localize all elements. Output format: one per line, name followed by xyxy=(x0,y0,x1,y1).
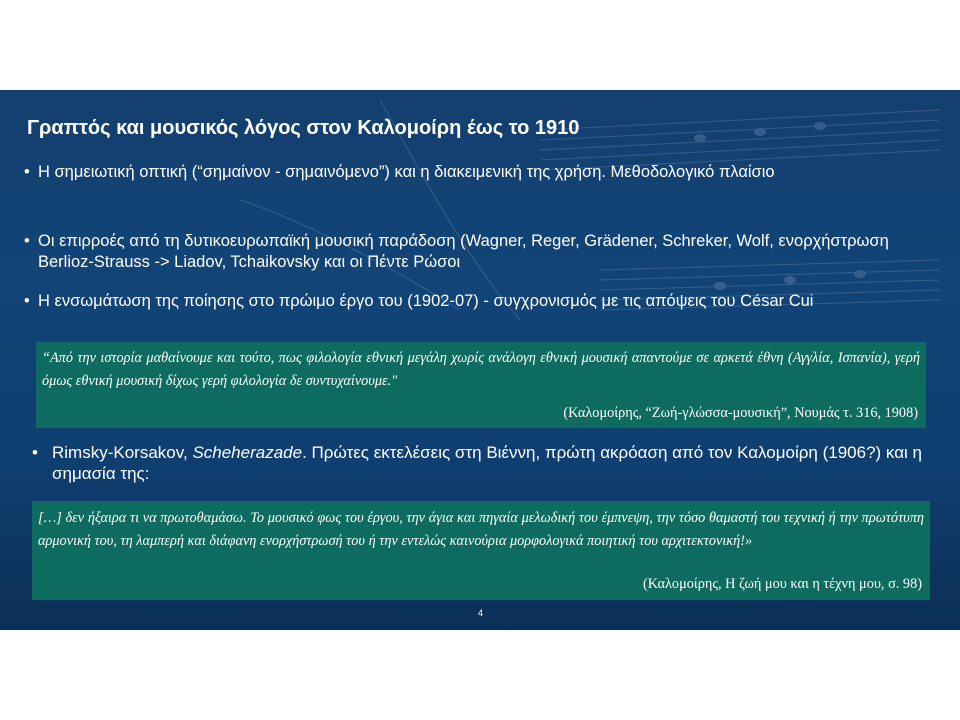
work-title-scheherazade: Scheherazade xyxy=(192,443,303,462)
slide xyxy=(0,90,960,630)
bullet-item-1 xyxy=(24,162,924,183)
bullet-text-1: Η σημειωτική οπτική (“σημαίνον - σημαινόμενο”) και η διακειμενική της χρήση. Μεθοδολογικό πλαίσιο xyxy=(38,163,775,181)
quote-2-source: (Καλομοίρης, Η ζωή μου και η τέχνη μου, σ. 98) xyxy=(642,576,922,592)
quote-box-2 xyxy=(32,501,930,600)
bullet-item-2 xyxy=(24,231,924,273)
bullet-text-3: Η ενσωμάτωση της ποίησης στο πρώιμο έργο του (1902-07) - συγχρονισμός με τις απόψεις του César Cui xyxy=(38,292,814,310)
bullet-dot: • xyxy=(32,443,38,462)
slide-title: Γραπτός και μουσικός λόγος στον Καλομοίρη έως το 1910 xyxy=(27,117,580,139)
quote-1-text: “Από την ιστορία μαθαίνουμε και τούτο, πως φιλολογία εθνική μεγάλη χωρίς ανάλογη εθνική μουσική απαντούμε σε αρκετά έθνη (Αγγλία, Ισπανία), γερή όμως εθνική μουσική δίχως γερή φιλολογία δε συντυχαίνουμε." xyxy=(42,350,920,389)
bullet-dot: • xyxy=(24,232,30,250)
bullet-item-4 xyxy=(32,442,932,484)
quote-1-source: (Καλομοίρης, “Ζωή-γλώσσα-μουσική”, Νουμάς τ. 316, 1908) xyxy=(563,405,918,421)
bullet-4-rest: . Πρώτες εκτελέσεις στη Βιέννη, πρώτη ακρόαση από τον Καλομοίρη (1906?) και η σημασία της: xyxy=(52,443,922,483)
bullet-item-3 xyxy=(24,291,924,312)
bullet-text-2: Οι επιρροές από τη δυτικοευρωπαϊκή μουσική παράδοση (Wagner, Reger, Grädener, Schreker, Wolf, ενορχήστρωση Berlioz-Strauss -> Liadov, Tchaikovsky και οι Πέντε Ρώσοι xyxy=(38,232,889,271)
bullet-dot: • xyxy=(24,163,30,181)
bullet-text-4 xyxy=(32,442,932,484)
bullet-dot: • xyxy=(24,292,30,310)
page-number: 4 xyxy=(478,608,484,618)
bullet-4-prefix: Rimsky-Korsakov, xyxy=(52,443,193,462)
quote-box-1 xyxy=(36,342,926,428)
quote-2-text: […] δεν ήξαιρα τι να πρωτοθαμάσω. Το μουσικό φως του έργου, την άγια και πηγαία μελωδική του έμπνεψη, την τόσο θαμαστή του τεχνική ή την πρωτότυπη αρμονική του, τη λαμπερή και διάφανη ενορχήστρωσή του ή την εντελώς καινούρια μορφολογικά ποιητική του αρχιτεκτονική!» xyxy=(38,510,924,549)
